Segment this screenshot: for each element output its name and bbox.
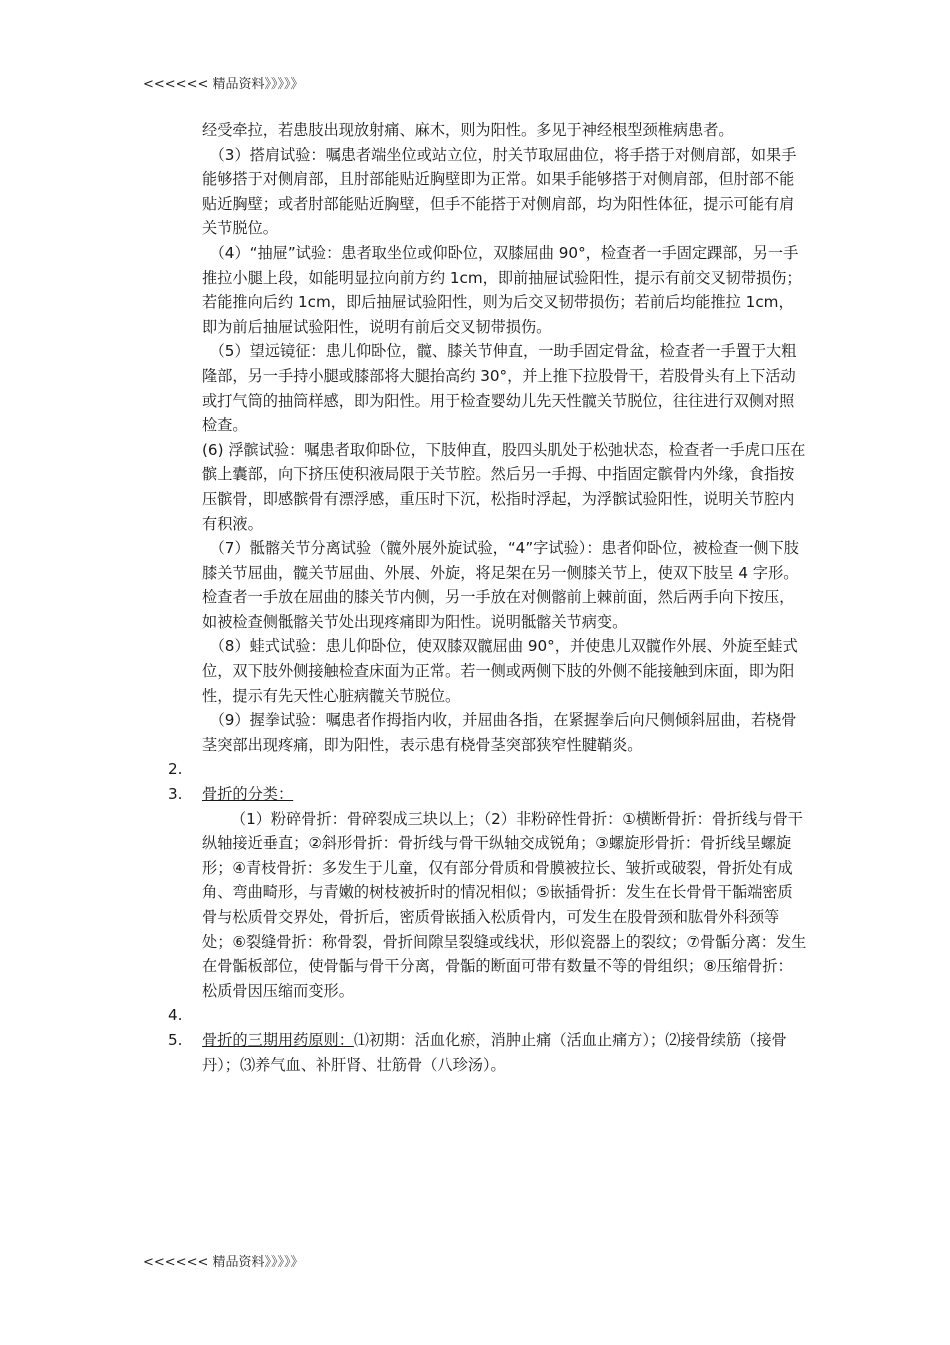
paragraph-cervical-continuation: 经受牵拉，若患肢出现放射痛、麻木，则为阳性。多见于神经根型颈椎病患者。 (202, 121, 734, 139)
paragraph-floating-patella-test: (6) 浮髌试验：嘱患者取仰卧位，下肢伸直，股四头肌处于松弛状态，检查者一手虎口压在髌上囊部，向下挤压使积液局限于关节腔。然后另一手拇、中指固定髌骨内外缘，食指按压髌骨，即感髌骨有漂浮感，重压时下沉，松指时浮起，为浮髌试验阳性，说明关节腔内有积液。 (202, 440, 806, 533)
list-number: 3. (168, 785, 183, 804)
list-item-5 (168, 1028, 807, 1077)
list-item-3 (168, 782, 807, 1003)
list-number: 2. (168, 760, 183, 779)
list-item-4 (168, 1003, 807, 1028)
paragraph-shoulder-test: （3）搭肩试验：嘱患者端坐位或站立位，肘关节取屈曲位，将手搭于对侧肩部，如果手能够搭于对侧肩部，且肘部能贴近胸壁即为正常。如果手能够搭于对侧肩部，但肘部不能贴近胸壁；或者肘部能贴近胸壁，但手不能搭于对侧肩部，均为阳性体征，提示可能有肩关节脱位。 (202, 145, 797, 238)
paragraph-sacroiliac-test: （7）骶髂关节分离试验（髋外展外旋试验，“4”字试验）：患者仰卧位，被检查一侧下肢膝关节屈曲，髋关节屈曲、外展、外旋，将足架在另一侧膝关节上，使双下肢呈 4 字形。检查者一手放在屈曲的膝关节内侧，另一手放在对侧髂前上棘前面，然后两手向下按压，如被检查侧骶髂关节处出现疼痛即为阳性。说明骶髂关节病变。 (202, 539, 799, 631)
document-body (168, 118, 807, 1077)
paragraph-drawer-test: （4）“抽屉”试验：患者取坐位或仰卧位，双膝屈曲 90°，检查者一手固定踝部，另一手推拉小腿上段，如能明显拉向前方约 1cm，即前抽屉试验阳性，提示有前交叉韧带损伤；若能推向后约 1cm，即后抽屉试验阳性，则为后交叉韧带损伤；若前后均能推拉 1cm，即为前后抽屉试验阳性，说明有前后交叉韧带损伤。 (202, 243, 802, 336)
list-item-2 (168, 757, 807, 782)
paragraph-frog-test: （8）蛙式试验：患儿仰卧位，使双膝双髋屈曲 90°，并使患儿双髋作外展、外旋至蛙式位，双下肢外侧接触检查床面为正常。若一侧或两侧下肢的外侧不能接触到床面，即为阳性，提示有先天性心脏病髋关节脱位。 (202, 637, 798, 705)
page-footer: <<<<<< 精品资料》》》》》 (143, 1255, 304, 1270)
page-header: <<<<<< 精品资料》》》》》 (143, 77, 304, 92)
paragraph-fist-test: （9）握拳试验：嘱患者作拇指内收，并屈曲各指，在紧握拳后向尺侧倾斜屈曲，若桡骨茎突部出现疼痛，即为阳性，表示患有桡骨茎突部狭窄性腱鞘炎。 (202, 711, 797, 754)
paragraph-telescope-sign: （5）望远镜征：患儿仰卧位，髋、膝关节伸直，一助手固定骨盆，检查者一手置于大粗隆部，另一手持小腿或膝部将大腿抬高约 30°，并上推下拉股骨干，若股骨头有上下活动或打气筒的抽筒样感，即为阳性。用于检查婴幼儿先天性髋关节脱位，往往进行双侧对照检查。 (202, 342, 797, 435)
three-phase-title: 骨折的三期用药原则： (202, 1030, 354, 1049)
fracture-classification-text: （1）粉碎骨折：骨碎裂成三块以上；（2）非粉碎性骨折：①横断骨折：骨折线与骨干纵轴接近垂直；②斜形骨折：骨折线与骨干纵轴交成锐角；③螺旋形骨折：骨折线呈螺旋形；④青枝骨折：多发生于儿童，仅有部分骨质和骨膜被拉长、皱折或破裂，骨折处有成角、弯曲畸形，与青嫩的树枝被折时的情况相似；⑤嵌插骨折：发生在长骨骨干骺端密质骨与松质骨交界处，骨折后，密质骨嵌插入松质骨内，可发生在股骨颈和肱骨外科颈等处；⑥裂缝骨折：称骨裂，骨折间隙呈裂缝或线状，形似瓷器上的裂纹；⑦骨骺分离：发生在骨骺板部位，使骨骺与骨干分离，骨骺的断面可带有数量不等的骨组织；⑧压缩骨折：松质骨因压缩而变形。 (202, 809, 807, 1000)
list-number: 4. (168, 1006, 183, 1025)
three-phase-text: ⑴初期：活血化瘀，消肿止痛（活血止痛方）；⑵接骨续筋（接骨丹）；⑶养气血、补肝肾、壮筋骨（八珍汤）。 (202, 1030, 787, 1074)
fracture-classification-title: 骨折的分类： (202, 785, 294, 804)
list-number: 5. (168, 1030, 183, 1049)
